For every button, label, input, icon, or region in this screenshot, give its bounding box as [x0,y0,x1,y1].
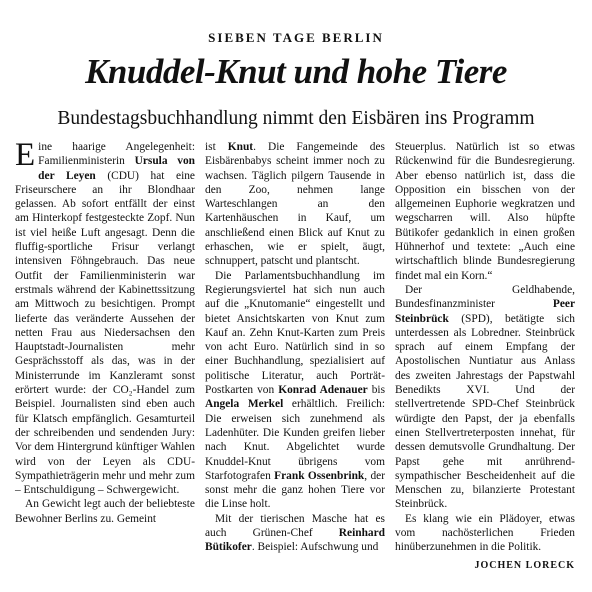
paragraph [15,137,195,497]
text-run: , der sonst mehr die ganz hohen Tiere vor die Linse holt. [205,469,385,511]
paragraph [205,512,385,555]
person-name: Frank Ossenbrink [274,469,365,482]
text-run: (SPD), betätigte sich unterdessen als Lobredner. Steinbrück sprach auf einem Empfang der Apostolischen Nuntiatur aus Anlass des zweiten Jahrestags der Papstwahl Benedikts XVI. Und der stellvertretende SPD-Chef Steinbrück würdigte den Papst, der ja ebenfalls einen Stellvertreterposten innehat, für dessen demutsvolle Grundhaltung. Der Papst gehe mit anrührend-sympathischer Bescheidenheit auf die Menschen zu, bilanzierte Protestant Steinbrück. [395,312,575,511]
text-run: Der Geldhabende, Bundesfinanzminister [395,283,575,311]
text-run: . Die Fangemeinde des Eisbärenbabys scheint immer noch zu wachsen. Täglich pilgern Tausende in den Zoo, nehmen lange Warteschlangen an den Kartenhäuschen in Kauf, um anschließend einen Blick auf Knut zu erhaschen, wie er spielt, äugt, schnuppert, patscht und plantscht. [205,141,385,268]
person-name: Ursula von der Leyen [38,155,195,182]
article-columns [15,137,575,584]
paragraph: An Gewicht legt auch der beliebteste Bewohner Berlins zu. Gemeint [15,498,195,525]
text-run: . Beispiel: Aufschwung und [251,541,379,554]
paragraph: Es klang wie ein Plädoyer, etwas vom nachösterlichen Frieden hinüberzunehmen in die Politik. [395,512,575,554]
person-name: Peer Steinbrück [395,298,575,325]
kicker: SIEBEN TAGE BERLIN [208,30,384,45]
person-name: Reinhard Bütikofer [205,527,385,554]
paragraph [395,283,575,512]
person-name: Konrad Adenauer [278,384,368,397]
subheadline: Bundestagsbuchhandlung nimmt den Eisbären ins Programm [57,108,535,129]
byline: JOCHEN LORECK [474,559,575,571]
text-run: (CDU) hat eine Friseurschere an ihr Blondhaar gelassen. Ab sofort entfällt der einst am Hinterkopf festgesteckte Zopf. Nun ist viel heiße Luft angesagt. Denn die fluffig-sportliche Frisur verlangt intensiven Föhngebrauch. Das neue Outfit der Familienministerin war erstmals während der Kabinettssitzung am Mittwoch zu besichtigen. Prompt lieferte das veränderte Aussehen der netten Frau aus Niedersachsen den Hauptstadt-Journalisten mehr Gesprächsstoff als das, was in der Ministerrunde im Kanzleramt sonst erörtert wurde: der CO₂-Handel zum Beispiel. Journalisten sind eben auch für Klatsch empfänglich. Gesamturteil der schreibenden und sendenden Jury: Vor dem Hintergrund künftiger Wahlen wird von der Leyen als CDU-Sympathieträgerin mehr und mehr zum – Entschuldigung – Schwergewicht. [15,169,195,497]
column-3 [395,140,575,584]
headline: Knuddel-Knut und hohe Tiere [85,52,507,91]
paragraph: Steuerplus. Natürlich ist so etwas Rückenwind für die Bundesregierung. Aber ebenso natürlich ist, dass die Opposition ein bisschen von der allgemeinen Euphorie wegkratzen und wegscharren will. Also hüpfte Bütikofer gedanklich in einen großen Hühnerhof und textete: „Auch eine wirtschaftlich blinde Bundesregierung findet mal ein Korn.“ [395,141,575,282]
column-1 [15,137,195,584]
text-run: Mit der tierischen Masche hat es auch Grünen-Chef [205,512,385,540]
drop-cap: E [15,137,36,173]
text-run: Die Parlamentsbuchhandlung im Regierungsviertel hat sich nun auch auf die „Knutomanie“ eingestellt und bietet Ansichtskarten von Knut zum Kauf an. Zehn Knut-Karten zum Preis von acht Euro. Natürlich sind in so einer Buchhandlung, spezialisiert auf politische Literatur, auch Porträt-Postkarten von [205,269,385,397]
text-run: ine haarige Angelegenheit: Familienministerin [38,141,195,168]
paragraph [205,269,385,512]
person-name: Angela Merkel [205,398,284,411]
column-2 [205,140,385,584]
person-name: Knut [227,141,254,153]
text-run: bis [367,384,385,397]
text-run: erhältlich. Freilich: Die erweisen sich zunehmend als Ladenhüter. Die Kunden greifen lieber nach Knut. Abgelichtet wurde Knuddel-Knut übrigens vom Starfotografen [205,398,386,482]
text-run: ist [205,141,228,153]
paragraph [205,140,385,269]
